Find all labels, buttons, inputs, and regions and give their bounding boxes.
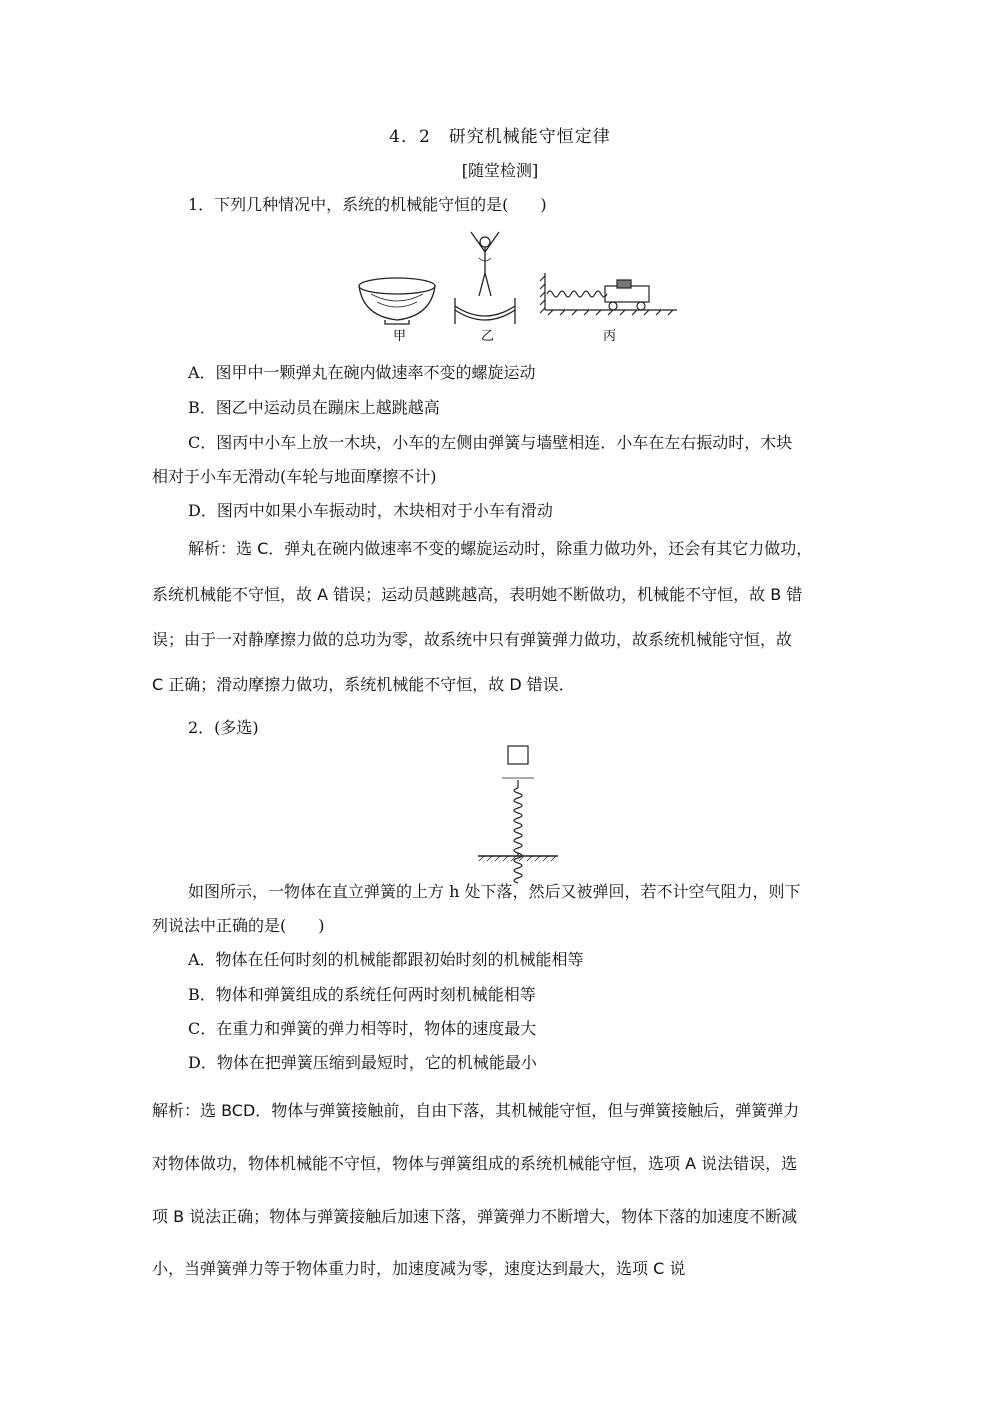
q2-figure bbox=[470, 740, 570, 865]
trampoline-figure bbox=[455, 232, 515, 324]
section-subtitle: [随堂检测] bbox=[461, 161, 539, 180]
q1-stem: 1．下列几种情况中，系统的机械能守恒的是( ) bbox=[188, 195, 547, 214]
q2-body-line1: 如图所示，一物体在直立弹簧的上方 h 处下落，然后又被弹回，若不计空气阻力，则下 bbox=[188, 882, 801, 901]
figure-label-bing: 丙 bbox=[603, 329, 617, 344]
q1-option-b: B．图乙中运动员在蹦床上越跳越高 bbox=[188, 398, 440, 417]
q2-option-c: C．在重力和弹簧的弹力相等时，物体的速度最大 bbox=[188, 1019, 537, 1038]
q1-figure bbox=[355, 228, 685, 348]
figure-label-jia: 甲 bbox=[393, 329, 407, 344]
q2-stem: 2．(多选) bbox=[188, 718, 259, 737]
q1-analysis-line2: 系统机械能不守恒，故 A 错误；运动员越跳越高，表明她不断做功，机械能不守恒，故 B 错 bbox=[152, 585, 803, 604]
q2-option-b: B．物体和弹簧组成的系统任何两时刻机械能相等 bbox=[188, 985, 536, 1004]
bowl-figure bbox=[359, 278, 435, 324]
q2-body-line2: 列说法中正确的是( ) bbox=[152, 916, 325, 935]
q2-option-a: A．物体在任何时刻的机械能都跟初始时刻的机械能相等 bbox=[188, 950, 584, 969]
q1-analysis-line3: 误；由于一对静摩擦力做的总功为零，故系统中只有弹簧弹力做功，故系统机械能守恒，故 bbox=[152, 630, 793, 649]
q2-analysis-line1: 解析：选 BCD．物体与弹簧接触前，自由下落，其机械能守恒，但与弹簧接触后，弹簧弹力 bbox=[152, 1101, 800, 1120]
q2-option-d: D．物体在把弹簧压缩到最短时，它的机械能最小 bbox=[188, 1053, 537, 1072]
falling-block bbox=[508, 746, 528, 764]
page-title: 4．2 研究机械能守恒定律 bbox=[389, 127, 611, 147]
cart-figure bbox=[540, 273, 677, 315]
q1-option-d: D．图丙中如果小车振动时，木块相对于小车有滑动 bbox=[188, 501, 553, 520]
q1-analysis-line4: C 正确；滑动摩擦力做功，系统机械能不守恒，故 D 错误． bbox=[152, 675, 575, 694]
q2-analysis-line3: 项 B 说法正确；物体与弹簧接触后加速下落，弹簧弹力不断增大，物体下落的加速度不断减 bbox=[152, 1207, 798, 1226]
q2-analysis-line2: 对物体做功，物体机械能不守恒，物体与弹簧组成的系统机械能守恒，选项 A 说法错误，选 bbox=[152, 1154, 798, 1173]
q1-analysis-line1: 解析：选 C．弹丸在碗内做速率不变的螺旋运动时，除重力做功外，还会有其它力做功， bbox=[188, 539, 813, 558]
q1-option-c-cont: 相对于小车无滑动(车轮与地面摩擦不计) bbox=[152, 467, 437, 486]
q1-option-a: A．图甲中一颗弹丸在碗内做速率不变的螺旋运动 bbox=[188, 363, 536, 382]
q1-option-c: C．图丙中小车上放一木块，小车的左侧由弹簧与墙壁相连．小车在左右振动时，木块 bbox=[188, 433, 793, 452]
figure-label-yi: 乙 bbox=[481, 329, 495, 344]
q2-analysis-line4: 小，当弹簧弹力等于物体重力时，加速度减为零，速度达到最大，选项 C 说 bbox=[152, 1259, 686, 1278]
vertical-spring bbox=[514, 780, 522, 883]
